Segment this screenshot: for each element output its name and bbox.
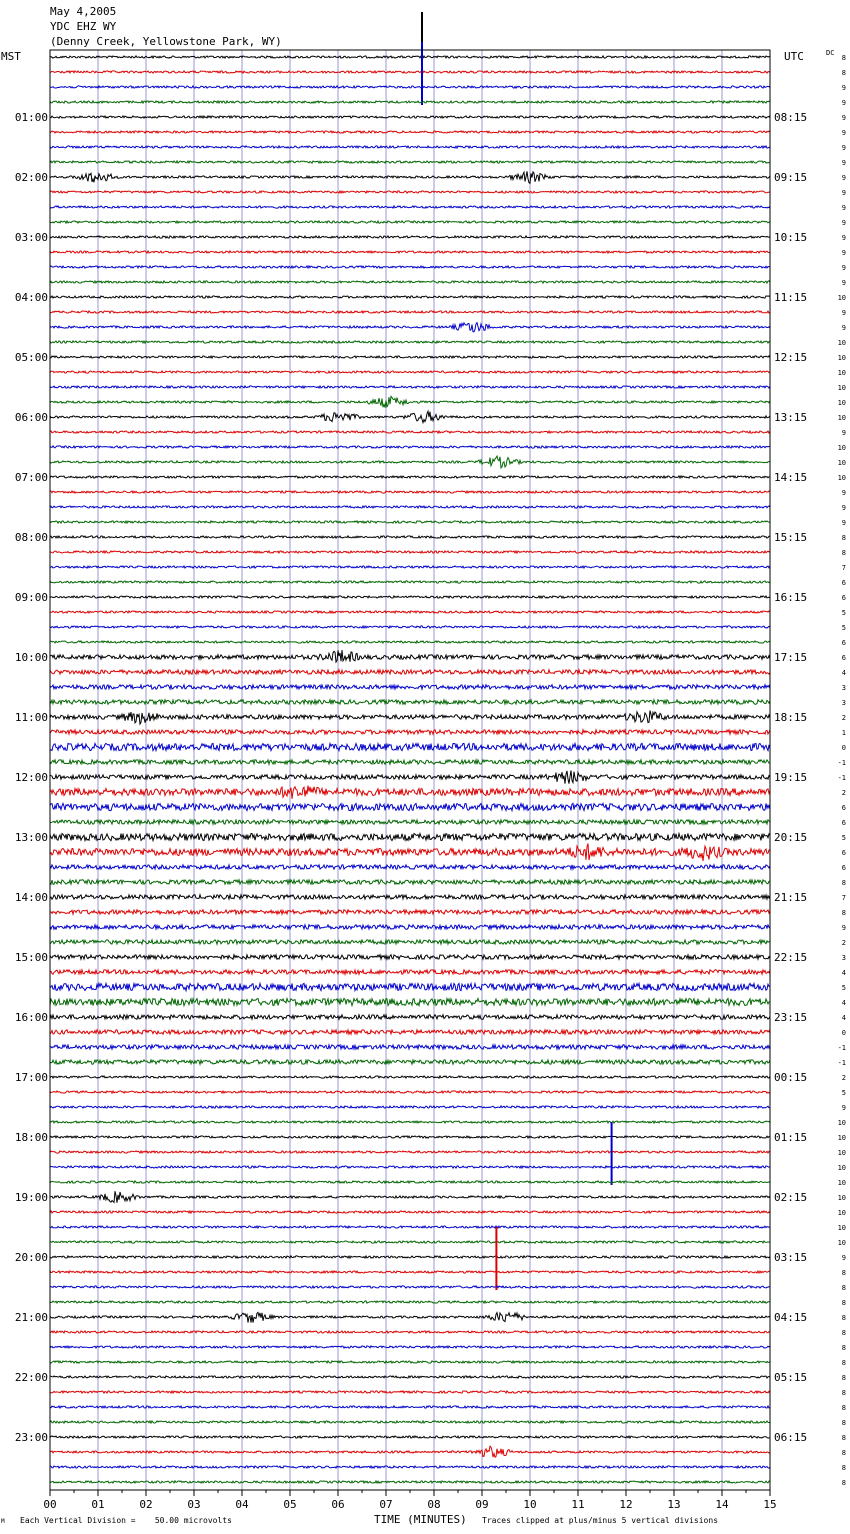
x-tick-label-14: 14 (715, 1498, 729, 1511)
trace-row-39 (50, 641, 770, 643)
left-hour-label-14:00: 14:00 (14, 891, 48, 904)
trace-row-0 (50, 56, 770, 58)
dc-offset-row-10: 9 (841, 204, 846, 212)
dc-offset-row-77: 10 (837, 1209, 846, 1217)
x-tick-label-09: 09 (475, 1498, 489, 1511)
trace-row-47 (50, 760, 770, 764)
left-hour-label-01:00: 01:00 (14, 111, 48, 124)
trace-row-42 (50, 685, 770, 689)
dc-offset-row-72: 10 (837, 1134, 846, 1142)
left-hour-label-22:00: 22:00 (14, 1371, 48, 1384)
left-hour-label-09:00: 09:00 (14, 591, 48, 604)
trace-row-25 (50, 431, 770, 433)
left-hour-label-23:00: 23:00 (14, 1431, 48, 1444)
dc-offset-row-68: 2 (841, 1074, 846, 1082)
trace-row-91 (50, 1421, 770, 1423)
right-hour-label-20:15: 20:15 (774, 831, 808, 844)
trace-row-37 (50, 611, 770, 613)
left-hour-label-05:00: 05:00 (14, 351, 48, 364)
trace-row-51 (50, 820, 770, 824)
dc-offset-row-80: 9 (841, 1254, 846, 1262)
trace-row-83 (50, 1301, 770, 1303)
trace-row-5 (50, 131, 770, 133)
trace-row-81 (50, 1271, 770, 1273)
trace-row-8 (50, 171, 770, 183)
right-hour-label-23:15: 23:15 (774, 1011, 808, 1024)
dc-offset-row-83: 8 (841, 1299, 846, 1307)
left-hour-label-16:00: 16:00 (14, 1011, 48, 1024)
x-tick-label-10: 10 (523, 1498, 537, 1511)
dc-offset-row-52: 5 (841, 834, 846, 842)
x-tick-label-15: 15 (763, 1498, 777, 1511)
dc-offset-row-17: 9 (841, 309, 846, 317)
dc-offset-row-21: 10 (837, 369, 846, 377)
trace-row-52 (50, 833, 770, 840)
dc-offset-labels (838, 54, 846, 1487)
trace-row-33 (50, 551, 770, 553)
dc-offset-row-70: 9 (841, 1104, 846, 1112)
dc-offset-row-53: 6 (841, 849, 846, 857)
dc-offset-row-93: 8 (841, 1449, 846, 1457)
trace-row-21 (50, 371, 770, 373)
dc-offset-row-79: 10 (837, 1239, 846, 1247)
dc-offset-row-69: 5 (841, 1089, 846, 1097)
dc-offset-row-95: 8 (841, 1479, 846, 1487)
dc-offset-row-87: 8 (841, 1359, 846, 1367)
right-hour-label-17:15: 17:15 (774, 651, 808, 664)
dc-offset-row-78: 10 (837, 1224, 846, 1232)
dc-offset-row-31: 9 (841, 519, 846, 527)
trace-row-45 (50, 730, 770, 734)
trace-row-57 (50, 910, 770, 914)
x-tick-label-06: 06 (331, 1498, 345, 1511)
left-hour-label-17:00: 17:00 (14, 1071, 48, 1084)
trace-row-79 (50, 1241, 770, 1243)
right-hour-label-22:15: 22:15 (774, 951, 808, 964)
trace-row-15 (50, 281, 770, 283)
dc-offset-row-20: 10 (837, 354, 846, 362)
dc-offset-row-4: 9 (841, 114, 846, 122)
trace-row-72 (50, 1136, 770, 1138)
trace-row-76 (50, 1191, 770, 1203)
dc-offset-row-67: -1 (837, 1059, 846, 1067)
right-hour-label-00:15: 00:15 (774, 1071, 808, 1084)
trace-row-23 (50, 396, 770, 407)
trace-row-13 (50, 251, 770, 253)
dc-offset-row-28: 10 (837, 474, 846, 482)
dc-offset-row-0: 8 (841, 54, 846, 62)
dc-offset-row-24: 10 (837, 414, 846, 422)
dc-offset-row-19: 10 (837, 339, 846, 347)
trace-group (50, 12, 770, 1483)
dc-offset-row-86: 8 (841, 1344, 846, 1352)
dc-column-header: DC (826, 49, 835, 57)
dc-offset-row-33: 8 (841, 549, 846, 557)
dc-offset-row-46: 0 (841, 744, 846, 752)
trace-row-22 (50, 386, 770, 388)
dc-offset-row-14: 9 (841, 264, 846, 272)
dc-offset-row-60: 3 (841, 954, 846, 962)
trace-row-40 (50, 650, 770, 662)
trace-row-82 (50, 1286, 770, 1288)
trace-row-24 (50, 411, 770, 422)
trace-row-6 (50, 146, 770, 148)
dc-offset-row-82: 8 (841, 1284, 846, 1292)
right-hour-label-11:15: 11:15 (774, 291, 808, 304)
dc-offset-row-26: 10 (837, 444, 846, 452)
dc-offset-row-50: 6 (841, 804, 846, 812)
trace-row-59 (50, 940, 770, 944)
trace-row-1 (50, 71, 770, 73)
vertical-division-note: Each Vertical Division = 50.00 microvolts (20, 1516, 232, 1525)
trace-row-2 (50, 86, 770, 88)
trace-row-49 (50, 786, 770, 799)
right-hour-label-12:15: 12:15 (774, 351, 808, 364)
trace-row-50 (50, 803, 770, 810)
dc-offset-row-43: 3 (841, 699, 846, 707)
trace-row-46 (50, 743, 770, 750)
x-axis (43, 1490, 776, 1511)
trace-row-30 (50, 506, 770, 508)
date-label: May 4,2005 (50, 5, 117, 18)
dc-offset-row-48: -1 (837, 774, 846, 782)
dc-offset-row-22: 10 (837, 384, 846, 392)
dc-offset-row-63: 4 (841, 999, 846, 1007)
left-hour-label-07:00: 07:00 (14, 471, 48, 484)
dc-offset-row-37: 5 (841, 609, 846, 617)
dc-offset-row-25: 9 (841, 429, 846, 437)
dc-offset-row-30: 9 (841, 504, 846, 512)
trace-row-48 (50, 771, 770, 784)
left-hour-label-03:00: 03:00 (14, 231, 48, 244)
right-timezone-label: UTC (784, 50, 804, 63)
dc-offset-row-92: 8 (841, 1434, 846, 1442)
x-tick-label-12: 12 (619, 1498, 633, 1511)
x-tick-label-00: 00 (43, 1498, 57, 1511)
trace-row-62 (50, 983, 770, 990)
right-hour-label-21:15: 21:15 (774, 891, 808, 904)
dc-offset-row-57: 8 (841, 909, 846, 917)
x-axis-label: TIME (MINUTES) (374, 1513, 467, 1526)
dc-offset-row-36: 6 (841, 594, 846, 602)
dc-offset-row-66: -1 (837, 1044, 846, 1052)
trace-row-88 (50, 1376, 770, 1378)
trace-row-64 (50, 1015, 770, 1019)
trace-row-70 (50, 1106, 770, 1108)
dc-offset-row-75: 10 (837, 1179, 846, 1187)
dc-offset-row-5: 9 (841, 129, 846, 137)
trace-row-35 (50, 581, 770, 583)
dc-offset-row-45: 1 (841, 729, 846, 737)
left-hour-label-08:00: 08:00 (14, 531, 48, 544)
trace-row-20 (50, 356, 770, 358)
trace-row-29 (50, 491, 770, 493)
dc-offset-row-13: 9 (841, 249, 846, 257)
trace-row-92 (50, 1436, 770, 1438)
trace-row-34 (50, 566, 770, 568)
dc-offset-row-9: 9 (841, 189, 846, 197)
x-tick-label-02: 02 (139, 1498, 153, 1511)
dc-offset-row-84: 8 (841, 1314, 846, 1322)
trace-row-7 (50, 161, 770, 163)
dc-offset-row-42: 3 (841, 684, 846, 692)
dc-offset-row-51: 6 (841, 819, 846, 827)
trace-row-38 (50, 626, 770, 628)
trace-row-9 (50, 191, 770, 193)
trace-row-55 (50, 880, 770, 884)
dc-offset-row-44: 2 (841, 714, 846, 722)
trace-row-94 (50, 1466, 770, 1468)
dc-offset-row-76: 10 (837, 1194, 846, 1202)
left-hour-label-10:00: 10:00 (14, 651, 48, 664)
dc-offset-row-89: 8 (841, 1389, 846, 1397)
x-tick-label-01: 01 (91, 1498, 105, 1511)
trace-row-78 (50, 1226, 770, 1228)
dc-offset-row-47: -1 (837, 759, 846, 767)
trace-row-66 (50, 1045, 770, 1049)
right-hour-label-19:15: 19:15 (774, 771, 808, 784)
trace-row-89 (50, 1391, 770, 1393)
trace-row-44 (50, 711, 770, 725)
dc-offset-row-8: 9 (841, 174, 846, 182)
right-hour-label-08:15: 08:15 (774, 111, 808, 124)
right-hour-label-02:15: 02:15 (774, 1191, 808, 1204)
trace-row-65 (50, 1030, 770, 1034)
trace-row-12 (50, 236, 770, 238)
dc-offset-row-12: 9 (841, 234, 846, 242)
right-hour-label-03:15: 03:15 (774, 1251, 808, 1264)
dc-offset-row-85: 8 (841, 1329, 846, 1337)
trace-row-31 (50, 521, 770, 523)
dc-offset-row-59: 2 (841, 939, 846, 947)
trace-row-28 (50, 476, 770, 478)
dc-offset-row-71: 10 (837, 1119, 846, 1127)
trace-row-69 (50, 1091, 770, 1093)
x-tick-label-13: 13 (667, 1498, 681, 1511)
dc-offset-row-3: 9 (841, 99, 846, 107)
dc-offset-row-91: 8 (841, 1419, 846, 1427)
trace-row-14 (50, 266, 770, 268)
left-hour-label-04:00: 04:00 (14, 291, 48, 304)
trace-row-41 (50, 670, 770, 674)
dc-offset-row-56: 7 (841, 894, 846, 902)
dc-offset-row-11: 9 (841, 219, 846, 227)
station-label: YDC EHZ WY (50, 20, 117, 33)
dc-offset-row-61: 4 (841, 969, 846, 977)
left-hour-label-20:00: 20:00 (14, 1251, 48, 1264)
trace-row-43 (50, 700, 770, 704)
right-hour-label-06:15: 06:15 (774, 1431, 808, 1444)
x-tick-label-05: 05 (283, 1498, 297, 1511)
dc-offset-row-34: 7 (841, 564, 846, 572)
dc-offset-row-16: 10 (837, 294, 846, 302)
dc-offset-row-6: 9 (841, 144, 846, 152)
left-hour-label-11:00: 11:00 (14, 711, 48, 724)
right-hour-label-10:15: 10:15 (774, 231, 808, 244)
dc-offset-row-74: 10 (837, 1164, 846, 1172)
location-label: (Denny Creek, Yellowstone Park, WY) (50, 35, 282, 48)
trace-row-11 (50, 221, 770, 223)
trace-row-86 (50, 1346, 770, 1348)
x-tick-label-07: 07 (379, 1498, 393, 1511)
dc-offset-row-40: 6 (841, 654, 846, 662)
dc-offset-row-39: 6 (841, 639, 846, 647)
dc-offset-row-29: 9 (841, 489, 846, 497)
x-tick-label-04: 04 (235, 1498, 249, 1511)
trace-row-68 (50, 1076, 770, 1078)
trace-row-19 (50, 341, 770, 343)
trace-row-27 (50, 456, 770, 468)
trace-row-54 (50, 865, 770, 869)
trace-row-67 (50, 1060, 770, 1064)
trace-row-84 (50, 1312, 770, 1322)
trace-row-74 (50, 1166, 770, 1168)
trace-row-87 (50, 1361, 770, 1363)
x-tick-label-11: 11 (571, 1498, 585, 1511)
left-hour-label-21:00: 21:00 (14, 1311, 48, 1324)
clip-note: Traces clipped at plus/minus 5 vertical divisions (482, 1516, 719, 1525)
trace-row-3 (50, 101, 770, 103)
right-hour-label-13:15: 13:15 (774, 411, 808, 424)
x-tick-label-08: 08 (427, 1498, 441, 1511)
right-hour-label-05:15: 05:15 (774, 1371, 808, 1384)
trace-row-95 (50, 1481, 770, 1483)
dc-offset-row-94: 8 (841, 1464, 846, 1472)
dc-offset-row-55: 8 (841, 879, 846, 887)
trace-row-73 (50, 1151, 770, 1153)
dc-offset-row-1: 8 (841, 69, 846, 77)
trace-row-32 (50, 536, 770, 538)
left-hour-label-18:00: 18:00 (14, 1131, 48, 1144)
dc-offset-row-23: 10 (837, 399, 846, 407)
trace-row-85 (50, 1331, 770, 1333)
trace-row-71 (50, 1121, 770, 1123)
right-hour-label-16:15: 16:15 (774, 591, 808, 604)
dc-offset-row-90: 8 (841, 1404, 846, 1412)
dc-offset-row-38: 5 (841, 624, 846, 632)
corner-mark: M (1, 1518, 5, 1525)
left-hour-label-02:00: 02:00 (14, 171, 48, 184)
dc-offset-row-49: 2 (841, 789, 846, 797)
trace-row-17 (50, 311, 770, 313)
dc-offset-row-27: 10 (837, 459, 846, 467)
dc-offset-row-54: 6 (841, 864, 846, 872)
trace-row-63 (50, 998, 770, 1005)
trace-row-93 (50, 1446, 770, 1457)
trace-row-36 (50, 596, 770, 598)
trace-row-90 (50, 1406, 770, 1408)
dc-offset-row-81: 8 (841, 1269, 846, 1277)
right-hour-label-15:15: 15:15 (774, 531, 808, 544)
right-hour-label-09:15: 09:15 (774, 171, 808, 184)
left-hour-label-15:00: 15:00 (14, 951, 48, 964)
x-tick-label-03: 03 (187, 1498, 201, 1511)
trace-row-53 (50, 844, 770, 862)
left-hour-label-06:00: 06:00 (14, 411, 48, 424)
right-hour-label-01:15: 01:15 (774, 1131, 808, 1144)
trace-row-56 (50, 895, 770, 899)
dc-offset-row-88: 8 (841, 1374, 846, 1382)
trace-row-60 (50, 955, 770, 959)
trace-row-10 (50, 206, 770, 208)
right-hour-label-04:15: 04:15 (774, 1311, 808, 1324)
left-hour-label-12:00: 12:00 (14, 771, 48, 784)
left-hour-label-19:00: 19:00 (14, 1191, 48, 1204)
dc-offset-row-18: 9 (841, 324, 846, 332)
trace-row-75 (50, 1181, 770, 1183)
dc-offset-row-41: 4 (841, 669, 846, 677)
plot-frame (50, 50, 770, 1490)
dc-offset-row-32: 8 (841, 534, 846, 542)
dc-offset-row-2: 9 (841, 84, 846, 92)
dc-offset-row-62: 5 (841, 984, 846, 992)
right-hour-label-14:15: 14:15 (774, 471, 808, 484)
dc-offset-row-7: 9 (841, 159, 846, 167)
dc-offset-row-15: 9 (841, 279, 846, 287)
dc-offset-row-73: 10 (837, 1149, 846, 1157)
trace-row-77 (50, 1211, 770, 1213)
trace-row-4 (50, 116, 770, 118)
trace-row-18 (50, 323, 770, 332)
trace-row-16 (50, 296, 770, 298)
dc-offset-row-64: 4 (841, 1014, 846, 1022)
left-timezone-label: MST (1, 50, 21, 63)
trace-row-58 (50, 925, 770, 929)
right-hour-label-18:15: 18:15 (774, 711, 808, 724)
dc-offset-row-58: 9 (841, 924, 846, 932)
dc-offset-row-65: 0 (841, 1029, 846, 1037)
trace-row-61 (50, 970, 770, 974)
trace-row-26 (50, 446, 770, 448)
dc-offset-row-35: 6 (841, 579, 846, 587)
trace-row-80 (50, 1256, 770, 1258)
left-hour-label-13:00: 13:00 (14, 831, 48, 844)
